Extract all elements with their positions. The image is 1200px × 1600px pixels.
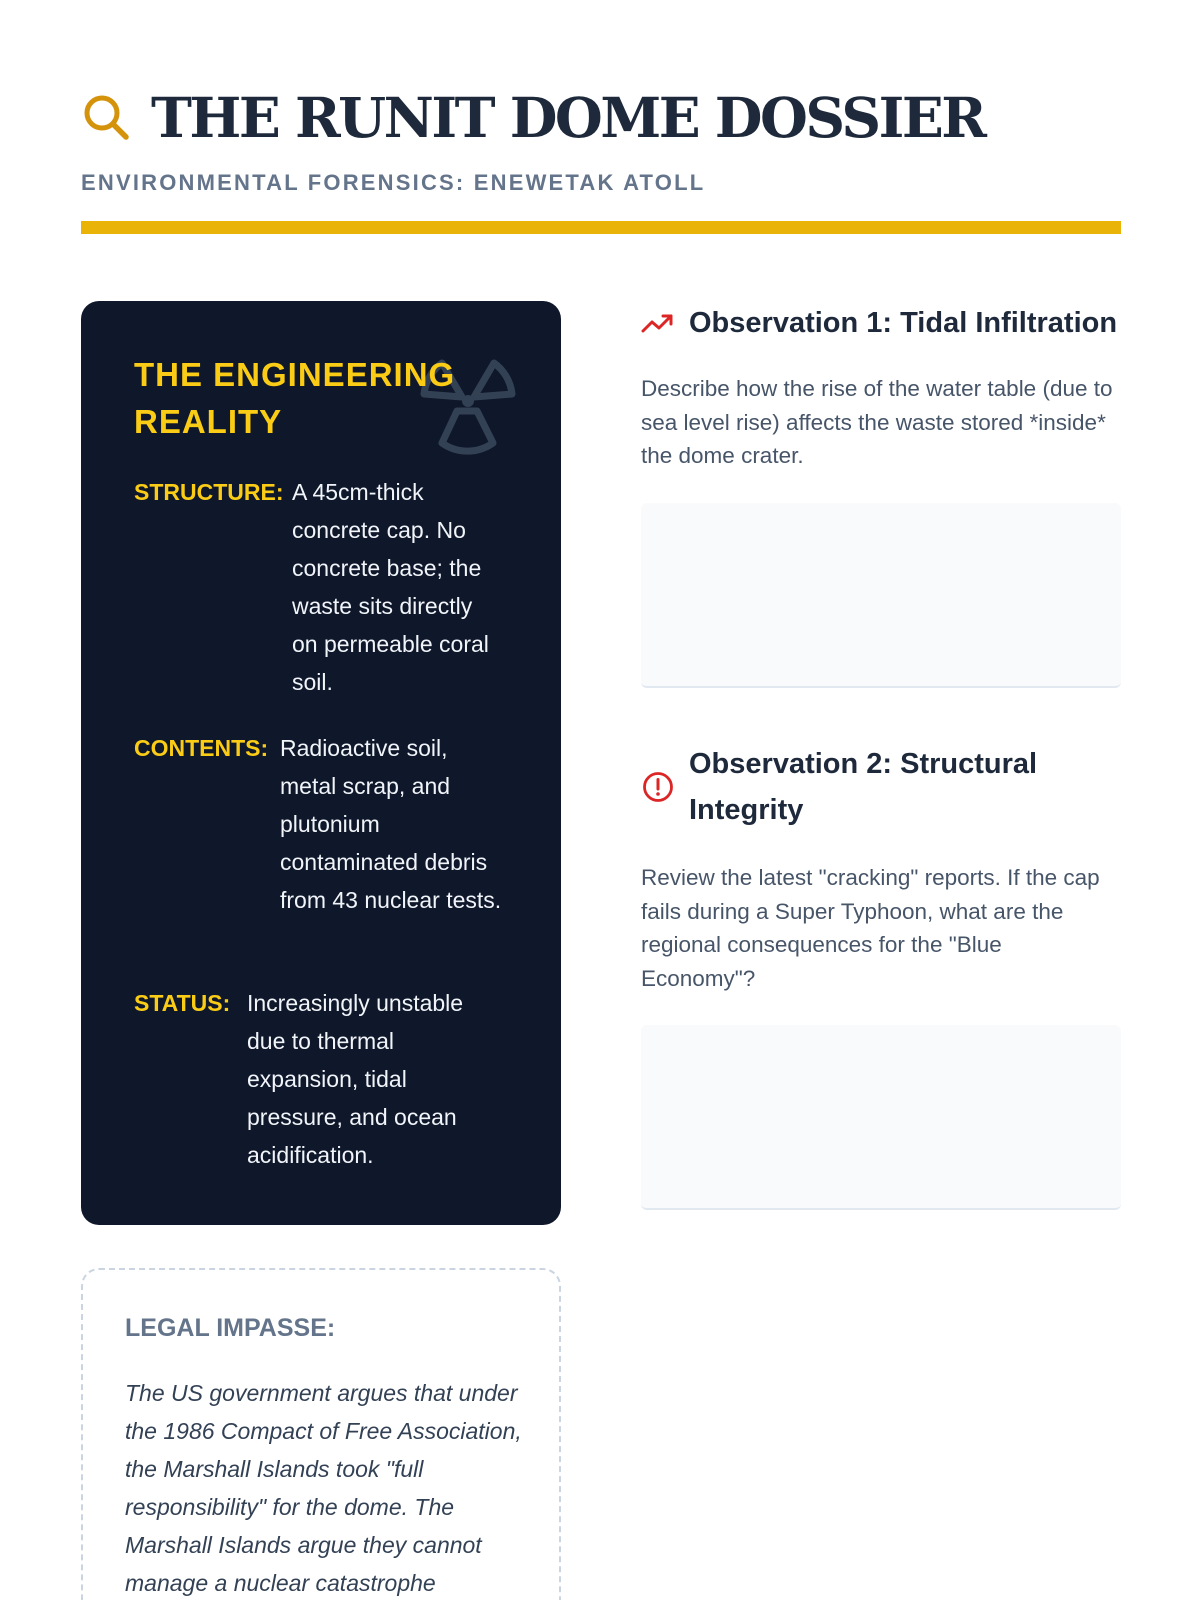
- search-icon: [81, 92, 133, 144]
- fact-label: STATUS:: [134, 990, 231, 1016]
- observation-2-answer-field[interactable]: [641, 1025, 1121, 1210]
- fact-value: A 45cm-thick concrete cap. No concrete base; the waste sits directly on permeable coral soil.: [292, 479, 489, 695]
- observation-2: [641, 741, 1121, 995]
- fact-contents: [134, 729, 505, 919]
- title-row: [81, 82, 1121, 154]
- fact-value: Increasingly unstable due to thermal expansion, tidal pressure, and ocean acidification.: [247, 990, 464, 1168]
- fact-value: Radioactive soil, metal scrap, and plutonium contaminated debris from 43 nuclear tests.: [280, 735, 502, 913]
- observation-1: [641, 300, 1121, 473]
- fact-status: [134, 984, 482, 1174]
- observation-prompt: Review the latest "cracking" reports. If the cap fails during a Super Typhoon, what are the regional consequences for the "Blue Economy"?: [641, 865, 1100, 991]
- observation-1-answer-field[interactable]: [641, 503, 1121, 688]
- fact-label: CONTENTS:: [134, 735, 269, 761]
- observation-prompt: Describe how the rise of the water table (due to sea level rise) affects the waste stored *inside* the dome crater.: [641, 376, 1113, 468]
- legal-body: The US government argues that under the 1986 Compact of Free Association, the Marshall Islands took "full responsibility" for the dome. The Marshall Islands argue they cannot manage a nuclear catastrophe: [125, 1380, 522, 1596]
- header-divider: [81, 221, 1121, 234]
- page-subtitle: ENVIRONMENTAL FORENSICS: ENEWETAK ATOLL: [81, 170, 706, 195]
- legal-title: LEGAL IMPASSE:: [125, 1314, 336, 1342]
- observation-header: [641, 300, 1121, 346]
- alert-circle-icon: [641, 770, 675, 804]
- observation-header: [641, 741, 1121, 833]
- trending-up-icon: [641, 306, 675, 340]
- page-header: [81, 82, 1121, 196]
- fact-label: STRUCTURE:: [134, 479, 284, 505]
- engineering-reality-card: [81, 301, 561, 1225]
- observation-title: Observation 1: Tidal Infiltration: [689, 307, 1118, 339]
- observation-title: Observation 2: Structural Integrity: [689, 748, 1038, 826]
- legal-impasse-box: [81, 1268, 561, 1600]
- fact-structure: [134, 473, 502, 701]
- card-title: THE ENGINEERING REALITY: [134, 356, 456, 440]
- page-title: THE RUNIT DOME DOSSIER: [151, 85, 985, 150]
